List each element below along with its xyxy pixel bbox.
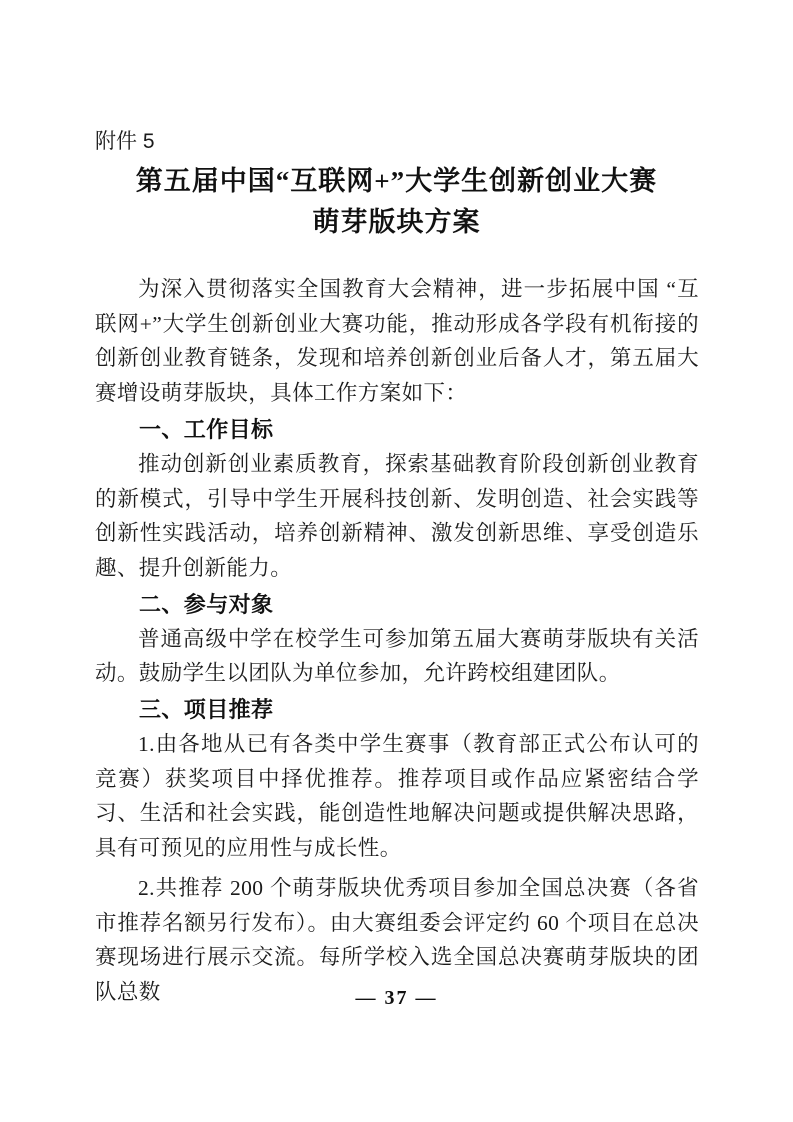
section-work-goals-paragraph: 推动创新创业素质教育，探索基础教育阶段创新创业教育的新模式，引导中学生开展科技创新、发明创造、社会实践等创新性实践活动，培养创新精神、激发创新思维、享受创造乐趣、提升创新能力。 [95, 451, 699, 580]
section-heading-participants: 二、参与对象 [139, 591, 274, 617]
page-number: — 37 — [355, 987, 438, 1009]
section-heading-project-recommendation: 三、项目推荐 [139, 697, 274, 723]
document-body [95, 272, 699, 1010]
document-title [0, 161, 793, 243]
section-participants-paragraph: 普通高级中学在校学生可参加第五届大赛萌芽版块有关活动。鼓励学生以团队为单位参加，允许跨校组建团队。 [95, 626, 699, 686]
document-title-line-1: 第五届中国“互联网+”大学生创新创业大赛 [135, 166, 658, 196]
attachment-label: 附件 5 [95, 130, 155, 153]
section-heading-work-goals: 一、工作目标 [139, 416, 274, 442]
section-project-recommendation-paragraph-2: 2.共推荐 200 个萌芽版块优秀项目参加全国总决赛（各省市推荐名额另行发布）。由大赛组委会评定约 60 个项目在总决赛现场进行展示交流。每所学校入选全国总决赛萌芽版块的团队总数 [95, 875, 699, 1004]
document-title-line-2: 萌芽版块方案 [312, 207, 481, 237]
section-project-recommendation-paragraph-1: 1.由各地从已有各类中学生赛事（教育部正式公布认可的竞赛）获奖项目中择优推荐。推荐项目或作品应紧密结合学习、生活和社会实践，能创造性地解决问题或提供解决思路，具有可预见的应用性与成长性。 [95, 732, 699, 861]
intro-paragraph: 为深入贯彻落实全国教育大会精神，进一步拓展中国 “互联网+”大学生创新创业大赛功能，推动形成各学段有机衔接的创新创业教育链条，发现和培养创新创业后备人才，第五届大赛增设萌芽版块，具体工作方案如下： [95, 277, 699, 406]
